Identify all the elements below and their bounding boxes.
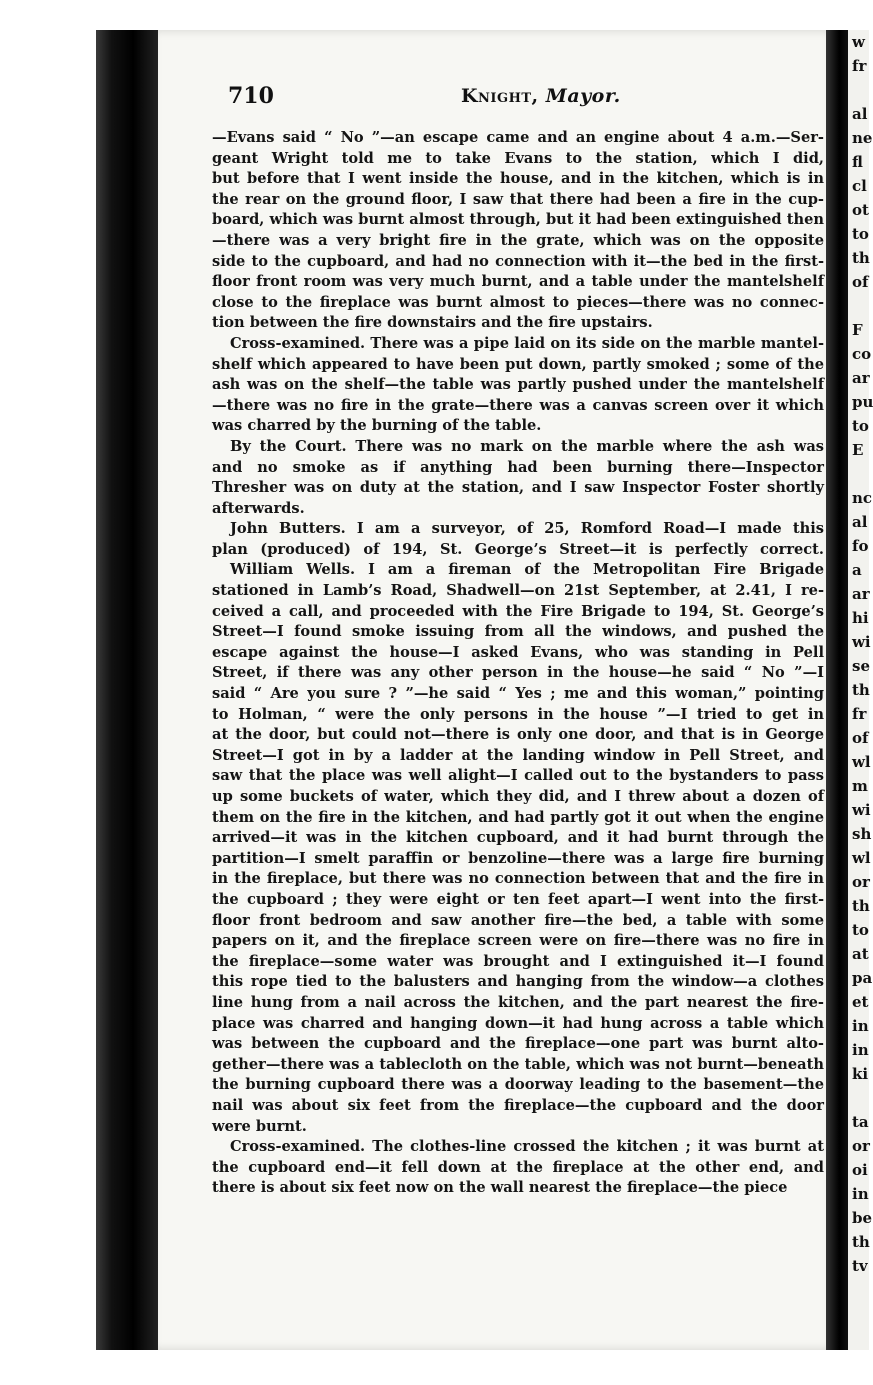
adjacent-page-fragment: oi: [852, 1161, 868, 1179]
text-line: saw that the place was well alight—I called out to the bystanders to pass: [212, 767, 824, 785]
page-number: 710: [228, 83, 274, 109]
text-line: to Holman, “ were the only persons in the house ”—I tried to get in: [212, 705, 824, 723]
text-line: the fireplace—some water was brought and I extinguished it—I found: [212, 952, 824, 970]
text-line: place was charred and hanging down—it had hung across a table which: [212, 1014, 824, 1032]
text-line: was between the cupboard and the fireplace—one part was burnt alto-: [212, 1035, 824, 1053]
text-line: were burnt.: [212, 1117, 307, 1135]
text-line: ash was on the shelf—the table was partly pushed under the mantelshelf: [212, 376, 824, 394]
text-line: —there was a very bright fire in the grate, which was on the opposite: [212, 231, 824, 249]
text-line: gether—there was a tablecloth on the table, which was not burnt—beneath: [212, 1055, 824, 1073]
adjacent-page-edge: [848, 30, 873, 1350]
text-line: arrived—it was in the kitchen cupboard, and it had burnt through the: [212, 829, 824, 847]
text-line: up some buckets of water, which they did, and I threw about a dozen of: [212, 788, 824, 805]
book-binding: [96, 30, 158, 1350]
adjacent-page-fragment: th: [852, 249, 870, 267]
adjacent-page-fragment: to: [852, 417, 869, 435]
running-title-name: Knight,: [461, 85, 539, 107]
adjacent-page-fragment: tv: [852, 1257, 868, 1275]
text-line: Cross-examined. There was a pipe laid on its side on the marble mantel-: [230, 334, 824, 352]
adjacent-page-fragment: fo: [852, 537, 869, 555]
adjacent-page-fragment: sh: [852, 825, 872, 843]
text-line: said “ Are you sure ? ”—he said “ Yes ; me and this woman,” pointing: [212, 685, 824, 703]
adjacent-page-fragment: cl: [852, 177, 867, 195]
adjacent-page-fragment: th: [852, 681, 870, 699]
adjacent-page-fragment: F: [852, 321, 863, 339]
adjacent-page-fragment: ta: [852, 1113, 869, 1131]
adjacent-page-fragment: in: [852, 1041, 869, 1059]
text-line: the cupboard end—it fell down at the fireplace at the other end, and: [212, 1158, 824, 1176]
adjacent-page-fragment: pu: [852, 393, 873, 411]
text-line: side to the cupboard, and had no connection with it—the bed in the first-: [212, 252, 824, 270]
adjacent-page-fragment: [852, 462, 869, 486]
adjacent-page-fragment: or: [852, 873, 870, 891]
text-line: floor front bedroom and saw another fire—the bed, a table with some: [212, 911, 824, 929]
text-line: this rope tied to the balusters and hanging from the window—a clothes: [212, 973, 824, 991]
text-line: —Evans said “ No ”—an escape came and an engine about 4 a.m.—Ser-: [212, 129, 824, 146]
adjacent-page-fragment: nc: [852, 489, 873, 507]
text-line: Thresher was on duty at the station, and I saw Inspector Foster shortly: [212, 479, 824, 497]
adjacent-page-fragment: fl: [852, 153, 863, 171]
text-line: geant Wright told me to take Evans to the station, which I did,: [212, 149, 824, 167]
page-header: [228, 83, 828, 113]
text-line: tion between the fire downstairs and the fire upstairs.: [212, 314, 653, 332]
adjacent-page-fragment: or: [852, 1137, 870, 1155]
text-line: plan (produced) of 194, St. George’s Street—it is perfectly correct.: [212, 540, 824, 558]
text-line: board, which was burnt almost through, but it had been extinguished then: [212, 211, 824, 229]
adjacent-page-fragment: et: [852, 993, 869, 1011]
text-line: Street—I found smoke issuing from all the windows, and pushed the: [212, 623, 824, 641]
adjacent-page-fragment: at: [852, 945, 869, 963]
text-line: John Butters. I am a surveyor, of 25, Romford Road—I made this: [230, 520, 824, 538]
adjacent-page-fragment: al: [852, 105, 868, 123]
text-line: at the door, but could not—there is only one door, and that is in George: [212, 726, 824, 744]
text-line: escape against the house—I asked Evans, who was standing in Pell: [212, 643, 824, 661]
adjacent-page-fragment: in: [852, 1017, 869, 1035]
adjacent-page-fragment: wi: [852, 633, 871, 651]
text-line: partition—I smelt paraffin or benzoline—there was a large fire burning: [212, 849, 824, 867]
adjacent-page-fragment: hi: [852, 609, 869, 627]
adjacent-page-fragment: se: [852, 657, 870, 675]
adjacent-page-fragment: th: [852, 1233, 870, 1251]
text-line: afterwards.: [212, 499, 305, 517]
text-line: the cupboard ; they were eight or ten feet apart—I went into the first-: [212, 890, 824, 908]
page-gutter: [826, 30, 848, 1350]
text-line: Cross-examined. The clothes-line crossed the kitchen ; it was burnt at: [230, 1138, 824, 1156]
adjacent-page-fragment: m: [852, 777, 868, 795]
text-line: stationed in Lamb’s Road, Shadwell—on 21st September, at 2.41, I re-: [212, 582, 824, 600]
text-line: there is about six feet now on the wall nearest the fireplace—the piece: [212, 1179, 788, 1197]
text-line: floor front room was very much burnt, and a table under the mantelshelf: [212, 273, 824, 291]
adjacent-page-fragment: in: [852, 1185, 869, 1203]
adjacent-page-fragment: ar: [852, 585, 870, 603]
adjacent-page-fragment: of: [852, 273, 869, 291]
adjacent-page-fragment: fr: [852, 57, 867, 75]
text-line: nail was about six feet from the fireplace—the cupboard and the door: [212, 1096, 824, 1114]
adjacent-page-fragment: w: [852, 33, 865, 51]
adjacent-page-fragment: [852, 294, 869, 318]
text-line: line hung from a nail across the kitchen, and the part nearest the fire-: [212, 993, 824, 1011]
adjacent-page-fragment: be: [852, 1209, 873, 1227]
adjacent-page-fragment: co: [852, 345, 872, 363]
adjacent-page-fragment: wl: [852, 753, 871, 771]
adjacent-page-fragment: pa: [852, 969, 873, 987]
text-line: ceived a call, and proceeded with the Fire Brigade to 194, St. George’s: [212, 602, 824, 620]
adjacent-page-fragment: fr: [852, 705, 867, 723]
adjacent-page-fragment: wi: [852, 801, 871, 819]
text-line: them on the fire in the kitchen, and had partly got it out when the engine: [212, 808, 824, 826]
text-line: in the fireplace, but there was no connection between that and the fire in: [212, 870, 824, 888]
adjacent-page-fragment: th: [852, 897, 870, 915]
running-title: [461, 85, 621, 107]
body-text: [212, 128, 824, 1199]
adjacent-page-fragment: wl: [852, 849, 871, 867]
text-line: and no smoke as if anything had been burning there—Inspector: [212, 458, 824, 476]
adjacent-page-fragment: ar: [852, 369, 870, 387]
text-line: By the Court. There was no mark on the marble where the ash was: [230, 437, 824, 455]
text-line: —there was no fire in the grate—there was a canvas screen over it which: [212, 396, 824, 414]
text-line: Street—I got in by a ladder at the landing window in Pell Street, and: [212, 746, 824, 764]
text-line: papers on it, and the fireplace screen were on fire—there was no fire in: [212, 932, 824, 950]
adjacent-page-fragment: [852, 1086, 869, 1110]
adjacent-page-fragment: al: [852, 513, 868, 531]
text-line: shelf which appeared to have been put down, partly smoked ; some of the: [212, 355, 824, 373]
adjacent-page-fragment: a: [852, 561, 862, 579]
text-line: but before that I went inside the house, and in the kitchen, which is in: [212, 170, 824, 188]
adjacent-page-fragment: E: [852, 441, 864, 459]
adjacent-page-fragment: to: [852, 921, 869, 939]
text-line: Street, if there was any other person in the house—he said “ No ”—I: [212, 664, 824, 682]
text-line: the burning cupboard there was a doorway leading to the basement—the: [212, 1076, 824, 1094]
adjacent-page-fragment: ki: [852, 1065, 869, 1083]
text-line: the rear on the ground floor, I saw that there had been a fire in the cup-: [212, 190, 824, 208]
adjacent-page-fragment: ot: [852, 201, 869, 219]
adjacent-page-fragment: to: [852, 225, 869, 243]
text-line: William Wells. I am a fireman of the Metropolitan Fire Brigade: [230, 561, 824, 579]
adjacent-page-fragment: [852, 78, 869, 102]
running-title-role: Mayor.: [545, 85, 621, 107]
text-line: close to the fireplace was burnt almost to pieces—there was no connec-: [212, 293, 824, 311]
text-line: was charred by the burning of the table.: [212, 417, 542, 435]
adjacent-page-fragment: ne: [852, 129, 873, 147]
adjacent-page-fragment: of: [852, 729, 869, 747]
